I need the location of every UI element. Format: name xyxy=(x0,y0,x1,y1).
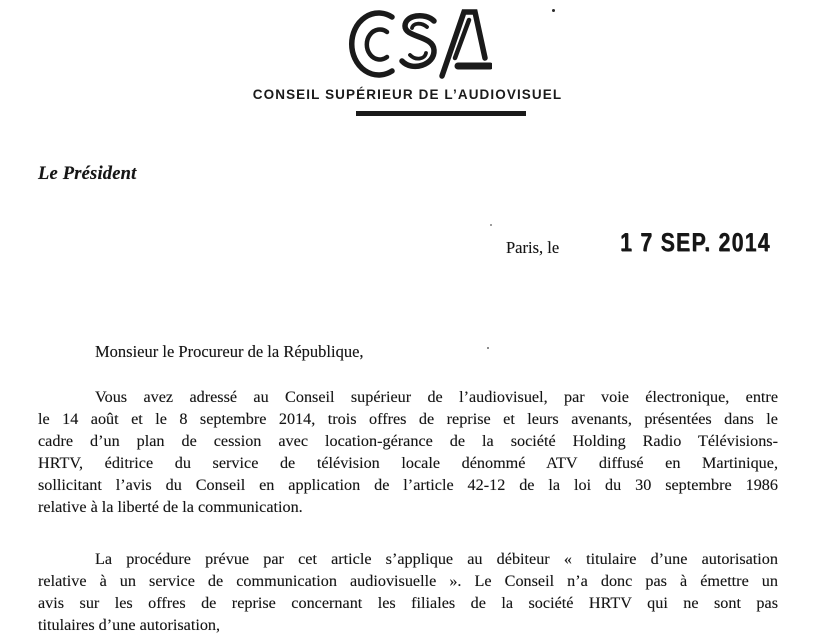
body-line: titulaires d’une autorisation, xyxy=(38,616,221,634)
body-line: relative à la liberté de la communication. xyxy=(38,498,303,516)
body-line: sollicitant l’avis du Conseil en application de l’article 42-12 de la loi du 30 septembre 1986 xyxy=(38,476,778,494)
scan-speck xyxy=(490,224,492,226)
csa-logo-icon xyxy=(342,6,492,80)
body-paragraph-2 xyxy=(38,548,778,636)
salutation: Monsieur le Procureur de la République, xyxy=(95,342,364,361)
body-line: HRTV, éditrice du service de télévision locale dénommé ATV diffusé en Martinique, xyxy=(38,454,778,472)
body-line: avis sur les offres de reprise concernant les filiales de la société HRTV qui ne sont pas xyxy=(38,594,778,612)
body-line: le 14 août et le 8 septembre 2014, trois offres de reprise et leurs avenants, présentées dans le xyxy=(38,410,778,428)
letterhead-rule xyxy=(356,111,526,116)
body-line: relative à un service de communication audiovisuelle ». Le Conseil n’a donc pas à émettre un xyxy=(38,572,778,590)
body-paragraph-1 xyxy=(38,386,778,518)
body-line: La procédure prévue par cet article s’applique au débiteur « titulaire d’une autorisation xyxy=(95,550,778,568)
date-stamp: 1 7 SEP. 2014 xyxy=(620,227,771,257)
body-line: Vous avez adressé au Conseil supérieur de l’audiovisuel, par voie électronique, entre xyxy=(95,388,778,406)
body-line: cadre d’un plan de cession avec location-gérance de la société Holding Radio Télévisions- xyxy=(38,432,778,450)
scan-speck xyxy=(552,9,555,12)
letterhead xyxy=(0,6,815,116)
place-label: Paris, le xyxy=(506,238,560,257)
org-name: CONSEIL SUPÉRIEUR DE L’AUDIOVISUEL xyxy=(252,87,563,102)
scan-speck xyxy=(487,347,489,349)
sender-title: Le Président xyxy=(38,164,137,184)
